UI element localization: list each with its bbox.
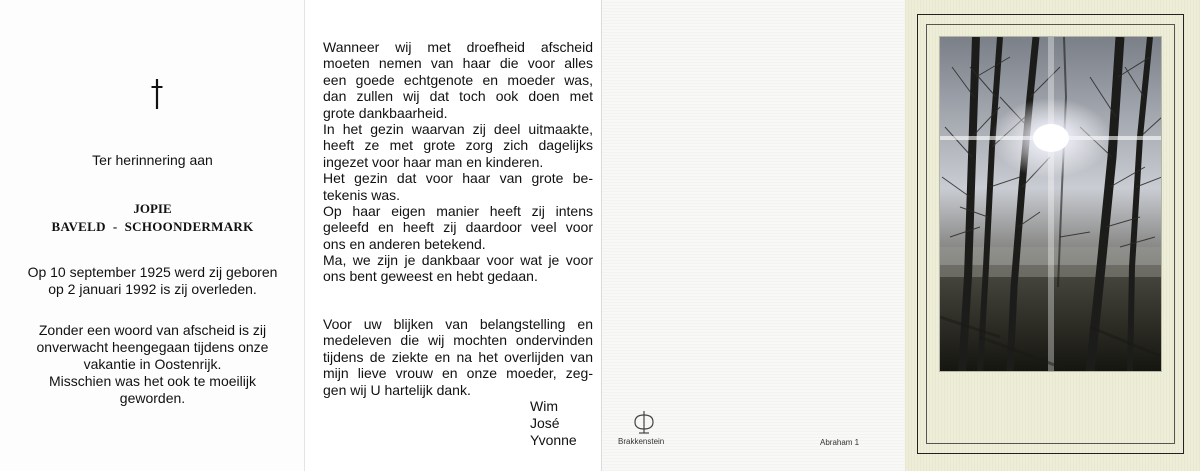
signature-name: José [530, 415, 560, 431]
text-line: gen wij U hartelijk dank. [323, 381, 471, 398]
text-line: ingezet voor haar man en kinderen. [323, 153, 544, 170]
publisher-logo-icon [631, 409, 657, 435]
gratitude-paragraph [323, 39, 593, 252]
text-line: mijn lieve vrouw en onze moeder, zeg- [323, 365, 593, 382]
farewell-line: geworden. [119, 390, 186, 406]
death-line: op 2 januari 1992 is zij overleden. [48, 281, 257, 297]
text-line: moeten nemen van haar die voor alles [323, 55, 593, 72]
text-line: medeleven die wij mochten ondervinden [323, 332, 593, 349]
text-line: een goede echtgenote en moeder was, [323, 71, 593, 88]
text-line: dan zullen wij dat toch ook doen met [323, 88, 593, 105]
text-line: heeft ze met grote zorg zich dagelijks [323, 137, 593, 154]
text-line: tijdens de ziekte en na het overlijden van [323, 348, 593, 365]
text-line: ons bent geweest en hebt gedaan. [323, 268, 538, 285]
deceased-first-name: JOPIE [133, 201, 172, 216]
back-panel [602, 0, 905, 471]
cross-icon [150, 78, 164, 110]
left-panel [0, 0, 305, 471]
text-line: Het gezin dat voor haar van grote be- [323, 170, 593, 187]
text-line: Ma, we zijn je dankbaar voor wat je voor [323, 252, 593, 268]
text-line: tekenis was. [323, 186, 401, 203]
publisher-name: Brakkenstein [618, 437, 665, 446]
text-line: In het gezin waarvan zij deel uitmaakte, [323, 121, 593, 138]
remembrance-heading: Ter herinnering aan [92, 152, 213, 168]
text-line: Wanneer wij met droefheid afscheid [323, 39, 593, 55]
signature-name: Yvonne [530, 432, 577, 448]
text-line: Voor uw blijken van belangstelling en [323, 316, 593, 332]
text-line: grote dankbaarheid. [323, 104, 448, 121]
farewell-line: vakantie in Oostenrijk. [83, 356, 222, 372]
cover-photo [939, 36, 1162, 372]
acknowledgement-paragraph [323, 316, 593, 398]
card-code: Abraham 1 [820, 438, 860, 447]
signature-name: Wim [530, 398, 558, 414]
farewell-text [0, 322, 305, 407]
text-line: geleefd en heeft zij daardoor veel voor [323, 219, 593, 236]
text-line: Op haar eigen manier heeft zij intens [323, 203, 593, 220]
farewell-line: onverwacht heengegaan tijdens onze [36, 339, 269, 355]
farewell-line: Misschien was het ook te moeilijk [49, 373, 256, 389]
farewell-line: Zonder een woord van afscheid is zij [38, 322, 267, 338]
thanks-paragraph [323, 252, 593, 285]
text-line: ons en anderen betekend. [323, 235, 486, 252]
birth-line: Op 10 september 1925 werd zij geboren [27, 264, 278, 280]
deceased-full-name: BAVELD - SCHOONDERMARK [51, 219, 254, 234]
